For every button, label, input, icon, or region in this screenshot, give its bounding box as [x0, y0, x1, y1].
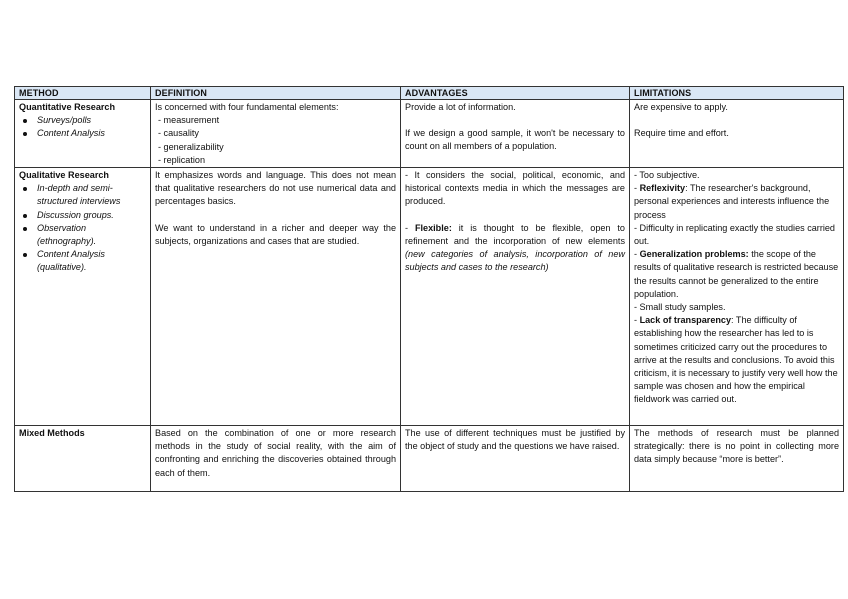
- list-item: - measurement: [158, 115, 220, 126]
- header-definition: DEFINITION: [151, 87, 401, 100]
- limitation-transparency: - Lack of transparency: The difficulty of establishing how the researcher has led to is sometimes criticized carry out the procedures to arrive at the results and conclusions. To avoid this criticism, it is necessary to justify very well how the sample was chosen and how the empirical fieldwork was carried out.: [634, 315, 838, 405]
- method-title-qualitative: Qualitative Research: [19, 170, 109, 181]
- advantage-text: If we design a good sample, it won't be necessary to count on all members of a population.: [405, 128, 625, 152]
- list-item: - replication: [158, 154, 206, 165]
- method-list-quantitative: [19, 114, 146, 140]
- definition-cell-mixed: [151, 426, 401, 492]
- advantages-cell-qualitative: [401, 168, 630, 426]
- header-limitations: LIMITATIONS: [630, 87, 844, 100]
- list-item: In-depth and semi-structured interviews: [37, 182, 146, 208]
- flexible-text: it is thought to be flexible, open to refinement and the incorporation of new elements: [405, 222, 625, 246]
- advantages-cell-quantitative: [401, 100, 630, 168]
- generalization-label: Generalization problems:: [639, 249, 749, 260]
- document-page: [14, 86, 843, 492]
- method-cell-qualitative: [15, 168, 151, 426]
- method-title-mixed: Mixed Methods: [19, 428, 85, 439]
- advantage-text: The use of different techniques must be justified by the object of study and the questions we have raised.: [405, 428, 625, 452]
- limitations-cell-mixed: [630, 426, 844, 492]
- flexible-label: Flexible:: [414, 222, 452, 233]
- limitations-cell-quantitative: [630, 100, 844, 168]
- advantage-text: - It considers the social, political, economic, and historical contexts media in which the messages are produced.: [405, 170, 625, 207]
- method-title-quantitative: Quantitative Research: [19, 102, 116, 112]
- table-header-row: [15, 87, 844, 100]
- generalization-text: the scope of the results of qualitative research is restricted because the results cannot be generalized to the entire population.: [634, 249, 839, 299]
- limitation-text: Are expensive to apply.: [634, 102, 728, 112]
- transparency-label: Lack of transparency: [639, 315, 732, 326]
- definition-elements-list: [155, 114, 396, 167]
- list-item: Content Analysis: [37, 127, 146, 140]
- reflexivity-label: Reflexivity: [639, 183, 686, 194]
- method-list-qualitative: [19, 182, 146, 274]
- header-method: METHOD: [15, 87, 151, 100]
- advantage-text: Provide a lot of information.: [405, 102, 516, 112]
- method-cell-quantitative: [15, 100, 151, 168]
- definition-cell-qualitative: [151, 168, 401, 426]
- list-item: Content Analysis (qualitative).: [37, 248, 146, 274]
- advantage-flexible: - Flexible: it is thought to be flexible, open to refinement and the incorporation of new elements (new categories of analysis, incorporation of new subjects and cases to the research): [405, 222, 625, 273]
- list-item: Discussion groups.: [37, 209, 146, 222]
- list-item: Observation (ethnography).: [37, 222, 146, 248]
- definition-text: We want to understand in a richer and deeper way the subjects, organizations and cases that are studied.: [155, 222, 396, 246]
- transparency-text: : The difficulty of establishing how the researcher has led to is sometimes criticized carry out the procedures to arrive at the results and conclusions. To avoid this criticism, it is necessary to justify very well how the sample was chosen and how the empirical fieldwork was carried out.: [634, 315, 838, 405]
- definition-intro: Is concerned with four fundamental elements:: [155, 102, 339, 112]
- research-methods-table: [14, 86, 844, 492]
- limitation-reflexivity: - Reflexivity: The researcher's background, personal experiences and interests influence the process: [634, 183, 830, 220]
- limitation-text: - Too subjective.: [634, 170, 700, 181]
- limitation-text: - Small study samples.: [634, 302, 726, 313]
- limitation-text: - Difficulty in replicating exactly the studies carried out.: [634, 222, 835, 247]
- method-cell-mixed: [15, 426, 151, 492]
- limitation-generalization: - Generalization problems: the scope of the results of qualitative research is restricted because the results cannot be generalized to the entire population.: [634, 249, 839, 299]
- definition-text: Based on the combination of one or more research methods in the study of social reality, with the aim of confronting and enriching the discoveries obtained through each of them.: [155, 428, 396, 478]
- table-row-quantitative: [15, 100, 844, 168]
- list-item: Surveys/polls: [37, 114, 146, 127]
- table-row-mixed: [15, 426, 844, 492]
- flexible-italic-text: (new categories of analysis, incorporation of new subjects and cases to the research): [405, 249, 625, 273]
- header-advantages: ADVANTAGES: [401, 87, 630, 100]
- definition-cell-quantitative: [151, 100, 401, 168]
- reflexivity-text: : The researcher's background, personal experiences and interests influence the process: [634, 183, 830, 220]
- limitation-text: Require time and effort.: [634, 128, 729, 139]
- list-item: - generalizability: [158, 141, 224, 152]
- limitation-text: The methods of research must be planned strategically: there is no point in collecting more data simply because “more is better”.: [634, 428, 839, 465]
- list-item: - causality: [158, 128, 199, 139]
- limitations-cell-qualitative: [630, 168, 844, 426]
- advantages-cell-mixed: [401, 426, 630, 492]
- definition-text: It emphasizes words and language. This does not mean that qualitative researchers do not use numerical data and percentages basics.: [155, 170, 396, 207]
- table-row-qualitative: [15, 168, 844, 426]
